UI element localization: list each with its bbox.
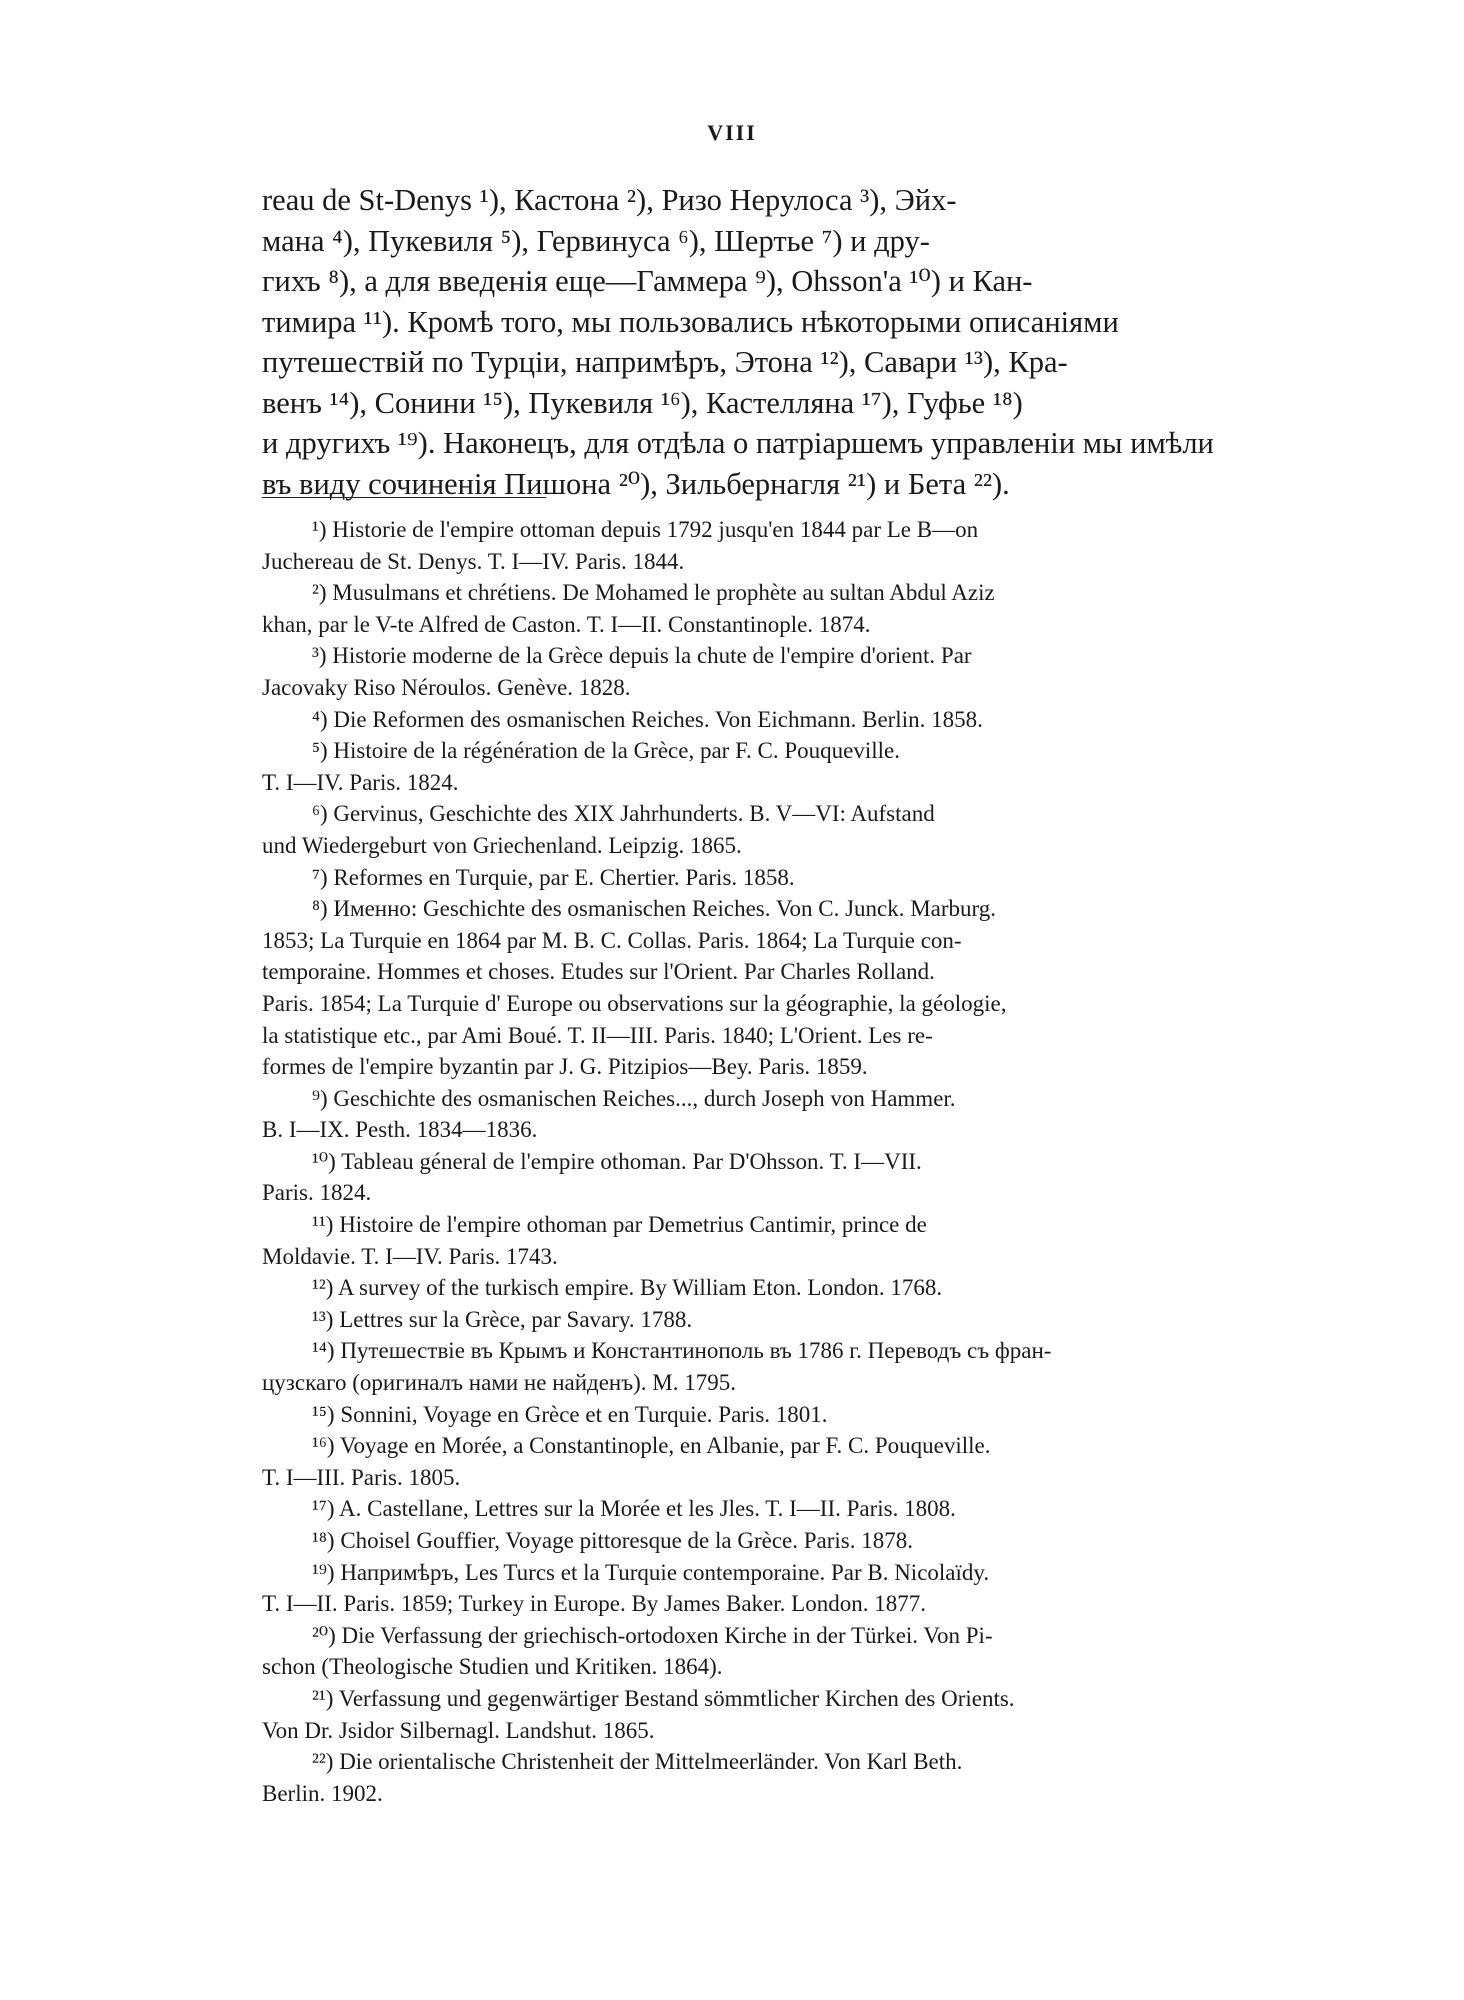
footnote-line: 1853; La Turquie en 1864 par M. B. C. Collas. Paris. 1864; La Turquie con- [262, 927, 962, 953]
footnote-1 [262, 514, 1227, 577]
footnote-line: ¹⁰) Tableau géneral de l'empire othoman. Par D'Ohsson. T. I—VII. [312, 1148, 922, 1174]
footnote-line: T. I—II. Paris. 1859; Turkey in Europe. By James Baker. London. 1877. [262, 1591, 926, 1617]
footnote-line: ¹⁸) Choisel Gouffier, Voyage pittoresque de la Grèce. Paris. 1878. [312, 1528, 913, 1553]
footnote-line: T. I—III. Paris. 1805. [262, 1464, 461, 1490]
footnote-line: ³) Historie moderne de la Grèce depuis la chute de l'empire d'orient. Par [312, 643, 972, 669]
footnote-line: Berlin. 1902. [262, 1780, 383, 1806]
footnote-2 [262, 577, 1227, 640]
footnote-divider [262, 497, 546, 498]
footnote-line: schon (Theologische Studien und Kritiken. 1864). [262, 1654, 723, 1680]
footnote-line: ⁹) Geschichte des osmanischen Reiches..., durch Joseph von Hammer. [312, 1085, 956, 1111]
footnote-14 [262, 1335, 1227, 1398]
footnote-line: ¹⁹) Напримѣръ, Les Turcs et la Turquie contemporaine. Par B. Nicolaïdy. [312, 1559, 990, 1585]
footnote-15 [262, 1399, 1227, 1431]
footnote-line: ¹³) Lettres sur la Grèce, par Savary. 1788. [312, 1306, 693, 1332]
footnote-line: ²) Musulmans et chrétiens. De Mohamed le prophète au sultan Abdul Aziz [312, 580, 995, 606]
footnote-line: ⁸) Именно: Geschichte des osmanischen Reiches. Von C. Junck. Marburg. [312, 896, 997, 922]
footnote-line: formes de l'empire byzantin par J. G. Pitzipios—Bey. Paris. 1859. [262, 1054, 868, 1080]
footnote-3 [262, 640, 1227, 703]
footnote-13 [262, 1304, 1227, 1336]
footnote-line: Juchereau de St. Denys. T. I—IV. Paris. 1844. [262, 548, 685, 574]
footnote-line: цузскаго (оригиналъ нами не найденъ). М. 1795. [262, 1370, 736, 1396]
page-number: VIII [707, 120, 757, 145]
footnote-12 [262, 1272, 1227, 1304]
footnote-19 [262, 1557, 1227, 1620]
footnote-9 [262, 1083, 1227, 1146]
footnote-line: ¹²) A survey of the turkisch empire. By William Eton. London. 1768. [312, 1275, 943, 1301]
footnote-line: ²²) Die orientalische Christenheit der Mittelmeerländer. Von Karl Beth. [312, 1749, 963, 1775]
footnote-line: Moldavie. T. I—IV. Paris. 1743. [262, 1243, 558, 1269]
footnote-line: Paris. 1854; La Turquie d' Europe ou observations sur la géographie, la géologie, [262, 990, 1007, 1016]
main-text-line: reau de St-Denys ¹), Кастона ²), Ризо Нерулоса ³), Эйх- [262, 183, 957, 217]
footnote-line: und Wiedergeburt von Griechenland. Leipzig. 1865. [262, 832, 742, 858]
footnote-line: khan, par le V-te Alfred de Caston. T. I—II. Constantinople. 1874. [262, 611, 871, 637]
footnote-20 [262, 1620, 1227, 1683]
footnote-line: ¹⁷) A. Castellane, Lettres sur la Morée et les Jles. T. I—II. Paris. 1808. [312, 1496, 956, 1522]
main-text-line: венъ ¹⁴), Сонини ¹⁵), Пукевиля ¹⁶), Кастелляна ¹⁷), Гуфье ¹⁸) [262, 385, 1023, 420]
footnote-10 [262, 1146, 1227, 1209]
main-text-line: тимира ¹¹). Кромѣ того, мы пользовались нѣкоторыми описаніями [262, 304, 1119, 339]
footnote-18 [262, 1525, 1227, 1557]
footnote-line: ⁴) Die Reformen des osmanischen Reiches. Von Eichmann. Berlin. 1858. [312, 706, 983, 732]
footnote-line: temporaine. Hommes et choses. Etudes sur l'Orient. Par Charles Rolland. [262, 959, 935, 985]
footnote-line: ¹⁴) Путешествіе въ Крымъ и Константинополь въ 1786 г. Переводъ съ фран- [312, 1338, 1052, 1364]
main-text-line: и другихъ ¹⁹). Наконецъ, для отдѣла о патріаршемъ управленіи мы имѣли [262, 426, 1214, 460]
footnote-8 [262, 893, 1227, 1083]
main-text-line: въ виду сочиненія Пишона ²⁰), Зильбернагля ²¹) и Бета ²²). [262, 466, 1010, 501]
footnote-line: la statistique etc., par Ami Boué. T. II—III. Paris. 1840; L'Orient. Les re- [262, 1022, 933, 1048]
footnote-line: ¹) Historie de l'empire ottoman depuis 1792 jusqu'en 1844 par Le B—on [312, 517, 979, 542]
footnote-line: ¹¹) Histoire de l'empire othoman par Demetrius Cantimir, prince de [312, 1212, 927, 1238]
main-text-line: гихъ ⁸), а для введенія еще—Гаммера ⁹), Ohsson'a ¹⁰) и Кан- [262, 264, 1033, 298]
footnote-line: ²⁰) Die Verfassung der griechisch-ortodoxen Kirche in der Türkei. Von Pi- [312, 1622, 993, 1648]
footnote-line: Jacovaky Riso Néroulos. Genève. 1828. [262, 674, 631, 700]
main-paragraph [262, 180, 1232, 504]
footnote-line: ⁶) Gervinus, Geschichte des XIX Jahrhunderts. B. V—VI: Aufstand [312, 801, 935, 827]
footnote-line: Von Dr. Jsidor Silbernagl. Landshut. 1865. [262, 1717, 655, 1743]
footnote-line: ⁵) Histoire de la régénération de la Grèce, par F. C. Pouqueville. [312, 738, 901, 764]
footnote-line: ¹⁶) Voyage en Morée, a Constantinople, en Albanie, par F. C. Pouqueville. [312, 1433, 991, 1459]
footnote-17 [262, 1493, 1227, 1525]
footnote-line: T. I—IV. Paris. 1824. [262, 769, 459, 795]
footnote-22 [262, 1746, 1227, 1809]
footnote-line: ¹⁵) Sonnini, Voyage en Grèce et en Turquie. Paris. 1801. [312, 1401, 828, 1427]
footnotes-list [262, 514, 1227, 1809]
footnote-line: ²¹) Verfassung und gegenwärtiger Bestand sömmtlicher Kirchen des Orients. [312, 1685, 1015, 1711]
footnote-5 [262, 735, 1227, 798]
footnote-7 [262, 862, 1227, 894]
footnote-21 [262, 1683, 1227, 1746]
footnote-line: Paris. 1824. [262, 1180, 372, 1206]
footnote-16 [262, 1430, 1227, 1493]
footnote-line: ⁷) Reformes en Turquie, par E. Chertier. Paris. 1858. [312, 864, 795, 890]
main-text-line: путешествій по Турціи, напримѣръ, Этона ¹²), Савари ¹³), Кра- [262, 345, 1068, 379]
footnote-6 [262, 798, 1227, 861]
footnote-line: B. I—IX. Pesth. 1834—1836. [262, 1117, 538, 1143]
footnote-11 [262, 1209, 1227, 1272]
main-text-line: мана ⁴), Пукевиля ⁵), Гервинуса ⁶), Шертье ⁷) и дру- [262, 223, 930, 258]
footnote-4 [262, 704, 1227, 736]
